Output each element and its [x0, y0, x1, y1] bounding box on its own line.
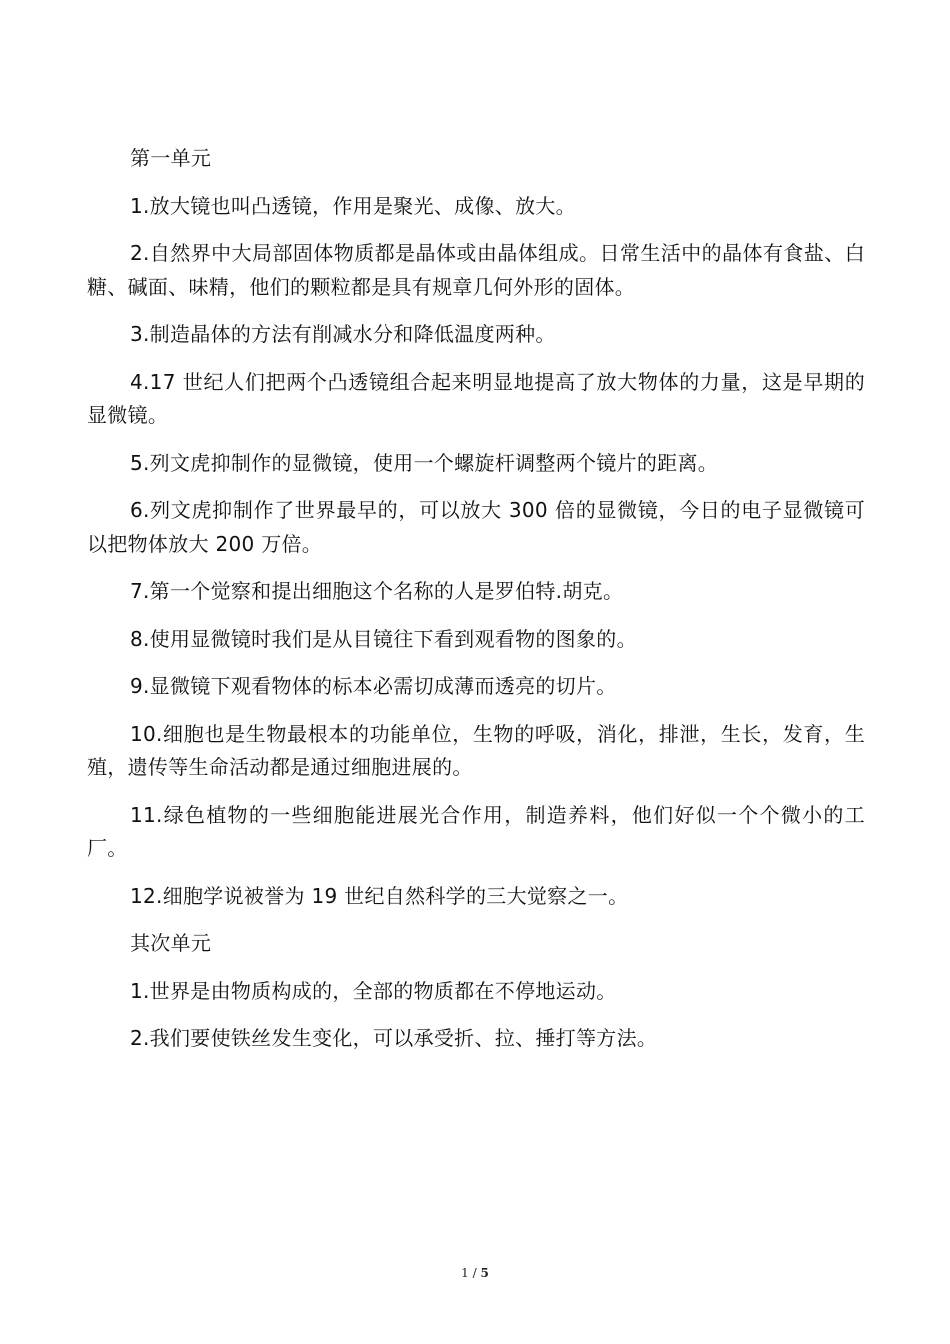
paragraph: 2.我们要使铁丝发生变化，可以承受折、拉、捶打等方法。 — [130, 1026, 658, 1050]
paragraph: 12.细胞学说被誉为 19 世纪自然科学的三大觉察之一。 — [130, 883, 629, 908]
section-heading: 其次单元 — [130, 931, 212, 955]
paragraph: 10.细胞也是生物最根本的功能单位，生物的呼吸，消化，排泄，生长，发育，生殖，遗传等生命活动都是通过细胞进展的。 — [87, 721, 865, 779]
paragraph: 4.17 世纪人们把两个凸透镜组合起来明显地提高了放大物体的力量，这是早期的显微镜。 — [87, 369, 865, 427]
paragraph: 6.列文虎抑制作了世界最早的，可以放大 300 倍的显微镜，今日的电子显微镜可以把物体放大 200 万倍。 — [87, 498, 865, 556]
page-separator: / — [468, 1266, 481, 1280]
paragraph: 3.制造晶体的方法有削减水分和降低温度两种。 — [130, 322, 556, 346]
paragraph: 2.自然界中大局部固体物质都是晶体或由晶体组成。日常生活中的晶体有食盐、白糖、碱面、味精，他们的颗粒都是具有规章几何外形的固体。 — [87, 241, 865, 299]
paragraph: 1.放大镜也叫凸透镜，作用是聚光、成像、放大。 — [130, 193, 576, 218]
page-total: 5 — [480, 1266, 489, 1280]
paragraph: 11.绿色植物的一些细胞能进展光合作用，制造养料，他们好似一个个微小的工厂。 — [87, 802, 865, 860]
paragraph: 7.第一个觉察和提出细胞这个名称的人是罗伯特.胡克。 — [130, 579, 624, 603]
document-body — [87, 142, 865, 1070]
section-heading: 第一单元 — [130, 146, 212, 170]
paragraph: 1.世界是由物质构成的，全部的物质都在不停地运动。 — [130, 978, 617, 1003]
paragraph: 9.显微镜下观看物体的标本必需切成薄而透亮的切片。 — [130, 674, 617, 698]
paragraph: 8.使用显微镜时我们是从目镜往下看到观看物的图象的。 — [130, 626, 637, 651]
paragraph: 5.列文虎抑制作的显微镜，使用一个螺旋杆调整两个镜片的距离。 — [130, 450, 719, 475]
page-current: 1 — [461, 1266, 469, 1280]
page-number — [0, 1266, 950, 1280]
